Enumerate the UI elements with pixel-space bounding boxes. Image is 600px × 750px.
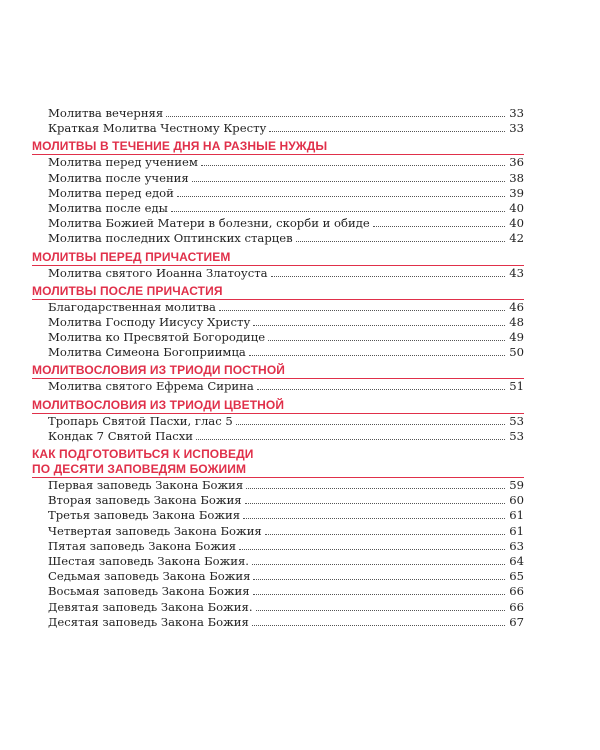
section-title: МОЛИТВЫ В ТЕЧЕНИЕ ДНЯ НА РАЗНЫЕ НУЖДЫ xyxy=(32,139,328,154)
entry-page-number: 40 xyxy=(509,200,524,215)
entry-page-number: 51 xyxy=(509,379,524,394)
entry-label: Первая заповедь Закона Божия xyxy=(48,478,244,492)
toc-entry[interactable] xyxy=(32,315,524,330)
entry-label: Молитва Божией Матери в болезни, скорби и обиде xyxy=(48,216,370,231)
entry-label: Молитва перед едой xyxy=(48,185,174,200)
section-title: МОЛИТВОСЛОВИЯ ИЗ ТРИОДИ ПОСТНОЙ xyxy=(32,363,285,378)
entry-page-number: 53 xyxy=(509,413,524,428)
entry-label: Девятая заповедь Закона Божия. xyxy=(48,599,253,614)
section-title: ПО ДЕСЯТИ ЗАПОВЕДЯМ БОЖИИМ xyxy=(32,462,247,476)
entry-label: Молитва Господу Иисусу Христу xyxy=(48,314,251,329)
entry-page-number: 40 xyxy=(509,216,524,231)
entry-label: Молитва ко Пресвятой Богородице xyxy=(48,330,266,345)
entry-page-number: 59 xyxy=(509,478,524,492)
entry-page-number: 49 xyxy=(509,330,524,345)
entry-label: Молитва после учения xyxy=(48,170,189,185)
entry-label: Молитва святого Ефрема Сирина xyxy=(48,379,254,394)
toc-entry[interactable] xyxy=(32,478,524,493)
dot-leader xyxy=(253,315,505,326)
dot-leader xyxy=(192,171,505,182)
section-title: МОЛИТВЫ ПЕРЕД ПРИЧАСТИЕМ xyxy=(32,249,231,264)
entry-label: Молитва перед учением xyxy=(48,155,198,170)
entry-page-number: 48 xyxy=(509,314,524,329)
dot-leader xyxy=(252,554,505,565)
toc-entry[interactable] xyxy=(32,345,524,360)
dot-leader xyxy=(196,429,505,440)
toc-entry[interactable] xyxy=(32,231,524,246)
entry-label: Молитва последних Оптинских старцев xyxy=(48,231,293,246)
dot-leader xyxy=(249,345,505,356)
dot-leader xyxy=(257,379,505,390)
toc-entry[interactable] xyxy=(32,508,524,523)
dot-leader xyxy=(265,524,505,535)
toc-entry[interactable] xyxy=(32,615,524,630)
entry-label: Молитва после еды xyxy=(48,200,168,215)
dot-leader xyxy=(243,508,505,519)
entry-label: Четвертая заповедь Закона Божия xyxy=(48,523,262,538)
dot-leader xyxy=(271,266,505,277)
entry-label: Благодарственная молитва xyxy=(48,299,216,314)
dot-leader xyxy=(246,478,505,489)
toc-entry[interactable] xyxy=(32,554,524,569)
toc-entry[interactable] xyxy=(32,414,524,429)
entry-page-number: 53 xyxy=(509,428,524,443)
toc-section xyxy=(32,250,524,281)
toc-entry[interactable] xyxy=(32,569,524,584)
entry-page-number: 65 xyxy=(509,569,524,584)
entry-page-number: 60 xyxy=(509,493,524,508)
toc-entry[interactable] xyxy=(32,584,524,599)
toc-entry[interactable] xyxy=(32,600,524,615)
toc-section xyxy=(32,139,524,246)
entry-page-number: 33 xyxy=(509,106,524,120)
entry-label: Кондак 7 Святой Пасхи xyxy=(48,428,194,443)
toc-entry[interactable] xyxy=(32,201,524,216)
entry-label: Тропарь Святой Пасхи, глас 5 xyxy=(48,413,233,428)
dot-leader xyxy=(269,121,505,132)
toc-entry[interactable] xyxy=(32,539,524,554)
dot-leader xyxy=(252,615,505,626)
entry-label: Шестая заповедь Закона Божия. xyxy=(48,553,249,568)
entry-page-number: 36 xyxy=(509,155,524,170)
dot-leader xyxy=(245,493,505,504)
toc-entry[interactable] xyxy=(32,379,524,394)
entry-label: Вторая заповедь Закона Божия xyxy=(48,493,242,508)
entry-page-number: 61 xyxy=(509,508,524,523)
toc-entry[interactable] xyxy=(32,429,524,444)
entry-page-number: 64 xyxy=(509,553,524,568)
dot-leader xyxy=(373,216,505,227)
entry-label: Седьмая заповедь Закона Божия xyxy=(48,569,251,584)
dot-leader xyxy=(296,231,505,242)
dot-leader xyxy=(171,201,505,212)
entry-label: Десятая заповедь Закона Божия xyxy=(48,614,249,629)
dot-leader xyxy=(219,300,505,311)
entry-page-number: 33 xyxy=(509,121,524,136)
toc-entry[interactable] xyxy=(32,216,524,231)
toc-entry[interactable] xyxy=(32,121,524,136)
dot-leader xyxy=(236,414,505,425)
entry-page-number: 39 xyxy=(509,185,524,200)
toc-entry[interactable] xyxy=(32,171,524,186)
dot-leader xyxy=(256,600,506,611)
dot-leader xyxy=(177,186,505,197)
entry-page-number: 66 xyxy=(509,584,524,599)
toc-entry[interactable] xyxy=(32,524,524,539)
entry-label: Пятая заповедь Закона Божия xyxy=(48,538,237,553)
table-of-contents xyxy=(32,106,524,630)
entry-label: Молитва Симеона Богоприимца xyxy=(48,345,246,360)
entry-page-number: 43 xyxy=(509,265,524,280)
entry-label: Третья заповедь Закона Божия xyxy=(48,508,241,523)
dot-leader xyxy=(201,155,505,166)
toc-entry[interactable] xyxy=(32,493,524,508)
entry-page-number: 46 xyxy=(509,299,524,314)
toc-section xyxy=(32,447,524,630)
toc-section xyxy=(32,106,524,136)
entry-page-number: 63 xyxy=(509,538,524,553)
dot-leader xyxy=(166,106,505,117)
dot-leader xyxy=(268,330,505,341)
dot-leader xyxy=(253,584,505,595)
toc-section xyxy=(32,363,524,394)
dot-leader xyxy=(253,569,505,580)
entry-page-number: 61 xyxy=(509,523,524,538)
toc-entry[interactable] xyxy=(32,155,524,170)
dot-leader xyxy=(239,539,505,550)
entry-page-number: 67 xyxy=(509,614,524,629)
toc-entry[interactable] xyxy=(32,186,524,201)
toc-entry[interactable] xyxy=(32,300,524,315)
entry-page-number: 50 xyxy=(509,345,524,360)
entry-page-number: 42 xyxy=(509,231,524,246)
section-title: МОЛИТВЫ ПОСЛЕ ПРИЧАСТИЯ xyxy=(32,283,223,298)
entry-label: Восьмая заповедь Закона Божия xyxy=(48,584,250,599)
section-title: КАК ПОДГОТОВИТЬСЯ К ИСПОВЕДИ xyxy=(32,447,254,461)
entry-label: Краткая Молитва Честному Кресту xyxy=(48,121,267,136)
entry-label: Молитва святого Иоанна Златоуста xyxy=(48,265,268,280)
toc-section xyxy=(32,284,524,361)
entry-page-number: 38 xyxy=(509,170,524,185)
toc-entry[interactable] xyxy=(32,266,524,281)
entry-page-number: 66 xyxy=(509,599,524,614)
toc-section xyxy=(32,398,524,444)
toc-entry[interactable] xyxy=(32,330,524,345)
toc-entry[interactable] xyxy=(32,106,524,121)
section-title: МОЛИТВОСЛОВИЯ ИЗ ТРИОДИ ЦВЕТНОЙ xyxy=(32,397,285,412)
entry-label: Молитва вечерняя xyxy=(48,106,164,120)
